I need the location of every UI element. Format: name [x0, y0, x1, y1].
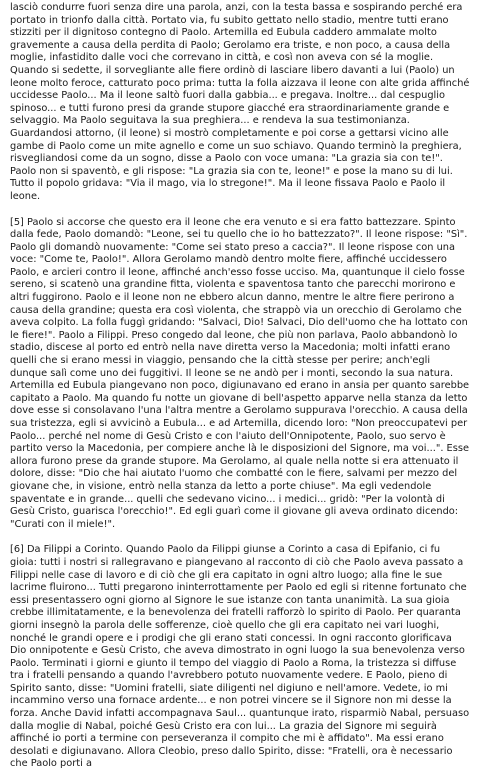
paragraph-section-6: [6] Da Filippi a Corinto. Quando Paolo da Filippi giunse a Corinto a casa di Epifanio, ci fu gioia: tutti i nostri si rallegravano e piangevano al racconto di ciò che Paolo aveva passato a Filippi nelle case di lavoro e di ciò che gli era capitato in ogni altro luogo; alla fine le sue lacrime fluirono... Tutti pregarono ininterrottamente per Paolo ed egli si ritenne fortunato che essi presentassero ogni giorno al Signore le sue istanze con tanta unanimità. La sua gioia crebbe illimitatamente, e la benevolenza dei fratelli rafforzò lo spirito di Paolo. Per quaranta giorni insegnò la parola delle sofferenze, cioè quello che gli era capitato nei vari luoghi, nonché le grandi opere e i prodigi che gli erano stati concessi. In ogni racconto glorificava Dio onnipotente e Gesù Cristo, che aveva dimostrato in ogni luogo la sua benevolenza verso Paolo. Terminati i giorni e giunto il tempo del viaggio di Paolo a Roma, la tristezza si diffuse tra i fratelli pensando a quando l'avrebbero potuto nuovamente vedere. E Paolo, pieno di Spirito santo, disse: "Uomini fratelli, siate diligenti nel digiuno e nell'amore. Vedete, io mi incammino verso una fornace ardente... e non potrei vincere se il Signore non mi desse la forza. Anche David infatti accompagnava Saul... quantunque irato, risparmiò Nabal, persuaso dalla moglie di Nabal, poiché Gesù Cristo era con lui... La grazia del Signore mi seguirà affinché io porti a termine con perseveranza il compito che mi è affidato". Ma essi erano desolati e digiunavano. Allora Cleobio, preso dallo Spirito, disse: "Fratelli, ora è necessario che Paolo porti a: [10, 544, 470, 770]
paragraph-lion-in-stadium: lasciò condurre fuori senza dire una parola, anzi, con la testa bassa e sospirando perché era portato in trionfo dalla città. Portato via, fu subito gettato nello stadio, mentre tutti erano stizziti per il dignitoso contegno di Paolo. Artemilla ed Eubula caddero ammalate molto gravemente a causa della perdita di Paolo; Gerolamo era triste, e non poco, a causa della moglie, infastidito dalle voci che correvano in città, e così non aveva con sé la moglie. Quando si sedette, il sorvegliante alle fiere ordinò di lasciare libero davanti a lui (Paolo) un leone molto feroce, catturato poco prima: tutta la folla aizzava il leone con alte grida affinché uccidesse Paolo... Ma il leone saltò fuori dalla gabbia... e pregava. Inoltre... dal cespuglio spinoso... e tutti furono presi da grande stupore giacché era straordinariamente grande e selvaggio. Ma Paolo seguitava la sua preghiera... e rendeva la sua testimonianza. Guardandosi attorno, (il leone) si mostrò completamente e poi corse a gettarsi vicino alle gambe di Paolo come un mite agnello e come un suo schiavo. Quando terminò la preghiera, risvegliandosi come da un sogno, disse a Paolo con voce umana: "La grazia sia con te!". Paolo non si spaventò, e gli rispose: "La grazia sia con te, leone!" e pose la mano su di lui. Tutto il popolo gridava: "Via il mago, via lo stregone!". Ma il leone fissava Paolo e Paolo il leone.: [10, 2, 470, 202]
paragraph-section-5: [5] Paolo si accorse che questo era il leone che era venuto e si era fatto battezzare. Spinto dalla fede, Paolo domandò: "Leone, sei tu quello che io ho battezzato?". Il leone rispose: "Sì". Paolo gli domandò nuovamente: "Come sei stato preso a caccia?". Il leone rispose con una voce: "Come te, Paolo!". Allora Gerolamo mandò dentro molte fiere, affinché uccidessero Paolo, e arcieri contro il leone, affinché anch'esso fosse ucciso. Ma, quantunque il cielo fosse sereno, si scatenò una grandine fitta, violenta e spaventosa tanto che parecchi morirono e altri fuggirono. Paolo e il leone non ne ebbero alcun danno, mentre le altre fiere perirono a causa della grandine; questa era così violenta, che strappò via un orecchio di Gerolamo che aveva colpito. La folla fuggì gridando: "Salvaci, Dio! Salvaci, Dio dell'uomo che ha lottato con le fiere!". Paolo a Filippi. Preso congedo dal leone, che più non parlava, Paolo abbandonò lo stadio, discese al porto ed entrò nella nave diretta verso la Macedonia; molti infatti erano quelli che si erano messi in viaggio, pensando che la città stesse per perire; anch'egli dunque salì come uno dei fuggitivi. Il leone se ne andò per i monti, secondo la sua natura. Artemilla ed Eubula piangevano non poco, digiunavano ed erano in ansia per quanto sarebbe capitato a Paolo. Ma quando fu notte un giovane di bell'aspetto apparve nella stanza da letto dove esse si consolavano l'una l'altra mentre a Gerolamo suppurava l'orecchio. A causa della sua tristezza, egli si avvicinò a Eubula... e ad Artemilla, dicendo loro: "Non preoccupatevi per Paolo... perché nel nome di Gesù Cristo e con l'aiuto dell'Onnipotente, Paolo, suo servo è partito verso la Macedonia, per compiere anche là le disposizioni del Signore, ma voi...". Esse allora furono prese da grande stupore. Ma Gerolamo, al quale nella notte si era attenuato il dolore, disse: "Dio che hai aiutato l'uomo che combatté con le fiere, salvami per mezzo del giovane che, in visione, entrò nella stanza da letto a porte chiuse". Ma egli vedendole spaventate e in grande... quelli che sedevano vicino... i medici... gridò: "Per la volontà di Gesù Cristo, guarisca l'orecchio!". Ed egli guarì come il giovane gli aveva ordinato dicendo: "Curati con il miele!".: [10, 216, 470, 530]
